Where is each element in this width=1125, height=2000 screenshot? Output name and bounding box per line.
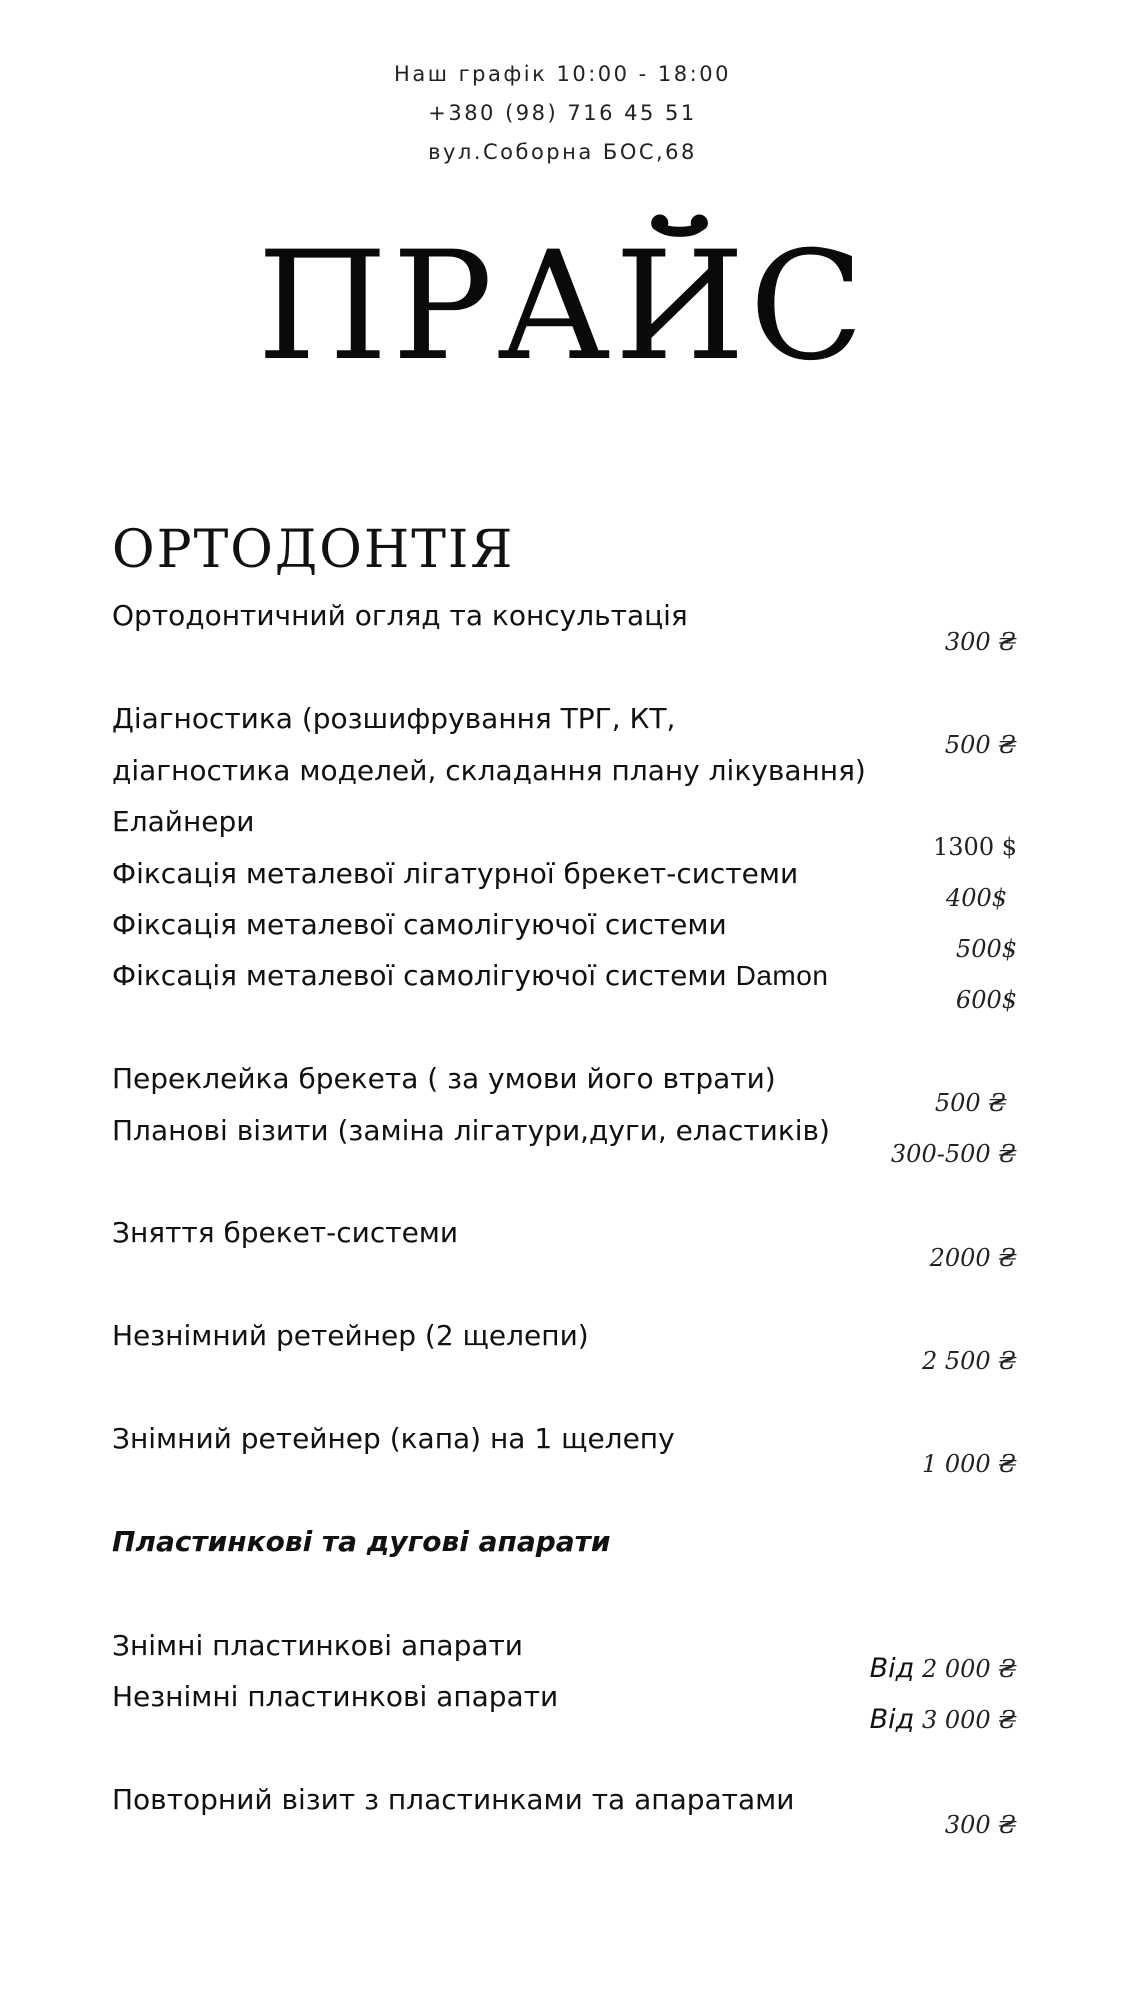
from-label: Від	[869, 1653, 915, 1684]
service-name-self-ligating: Фіксація металевої самолігуючої системи	[112, 908, 727, 941]
service-price-removable-plates	[870, 1655, 1017, 1682]
service-name-repeat-visit: Повторний візит з пластинками та апаратами	[112, 1783, 795, 1816]
service-name-removal: Зняття брекет-системи	[112, 1216, 459, 1249]
service-name-rebond: Переклейка брекета ( за умови його втрати)	[112, 1062, 776, 1095]
service-price-self-ligating: 500$	[955, 935, 1017, 963]
service-name-removable-retainer: Знімний ретейнер (капа) на 1 щелепу	[112, 1422, 675, 1455]
service-price-ligature-braces: 400$	[945, 884, 1007, 912]
service-name-diagnostics-line2: діагностика моделей, складання плану лікування)	[112, 754, 866, 787]
schedule-text: Наш графік 10:00 - 18:00	[394, 62, 731, 86]
service-price-aligners: 1300 $	[933, 833, 1017, 861]
from-label: Від	[869, 1704, 915, 1735]
service-name-planned-visits: Планові візити (заміна лігатури,дуги, еластиків)	[112, 1114, 830, 1147]
service-price-planned-visits: 300-500 ₴	[890, 1140, 1017, 1168]
price-value: 3 000 ₴	[921, 1706, 1017, 1734]
service-price-removable-retainer: 1 000 ₴	[921, 1450, 1017, 1478]
page-title: ПРАЙС	[257, 220, 868, 394]
service-name-removable-plates: Знімні пластинкові апарати	[112, 1629, 524, 1662]
service-price-fixed-retainer: 2 500 ₴	[921, 1347, 1017, 1375]
address-text: вул.Соборна БОС,68	[428, 140, 697, 164]
service-name-fixed-plates: Незнімні пластинкові апарати	[112, 1680, 559, 1713]
service-name-fixed-retainer: Незнімний ретейнер (2 щелепи)	[112, 1319, 589, 1352]
price-value: 2 000 ₴	[921, 1655, 1017, 1683]
service-price-fixed-plates	[870, 1706, 1017, 1733]
service-name-aligners: Елайнери	[112, 805, 255, 838]
service-price-rebond: 500 ₴	[934, 1089, 1007, 1117]
service-name-consultation: Ортодонтичний огляд та консультація	[112, 599, 688, 632]
service-name-diagnostics-line1: Діагностика (розшифрування ТРГ, КТ,	[112, 702, 676, 735]
service-price-repeat-visit: 300 ₴	[944, 1811, 1017, 1839]
service-name-damon-text: Фіксація металевої самолігуючої системи	[112, 959, 736, 992]
service-price-diagnostics: 500 ₴	[944, 731, 1017, 759]
subsection-title: Пластинкові та дугові апарати	[112, 1525, 611, 1558]
damon-brand: Damon	[735, 960, 829, 991]
service-price-removal: 2000 ₴	[929, 1244, 1017, 1272]
service-price-consultation: 300 ₴	[944, 628, 1017, 656]
service-name-ligature-braces: Фіксація металевої лігатурної брекет-системи	[112, 857, 799, 890]
section-title: ОРТОДОНТІЯ	[112, 520, 515, 580]
service-name-damon	[112, 959, 829, 992]
service-price-damon: 600$	[955, 986, 1017, 1014]
phone-text: +380 (98) 716 45 51	[428, 101, 697, 125]
